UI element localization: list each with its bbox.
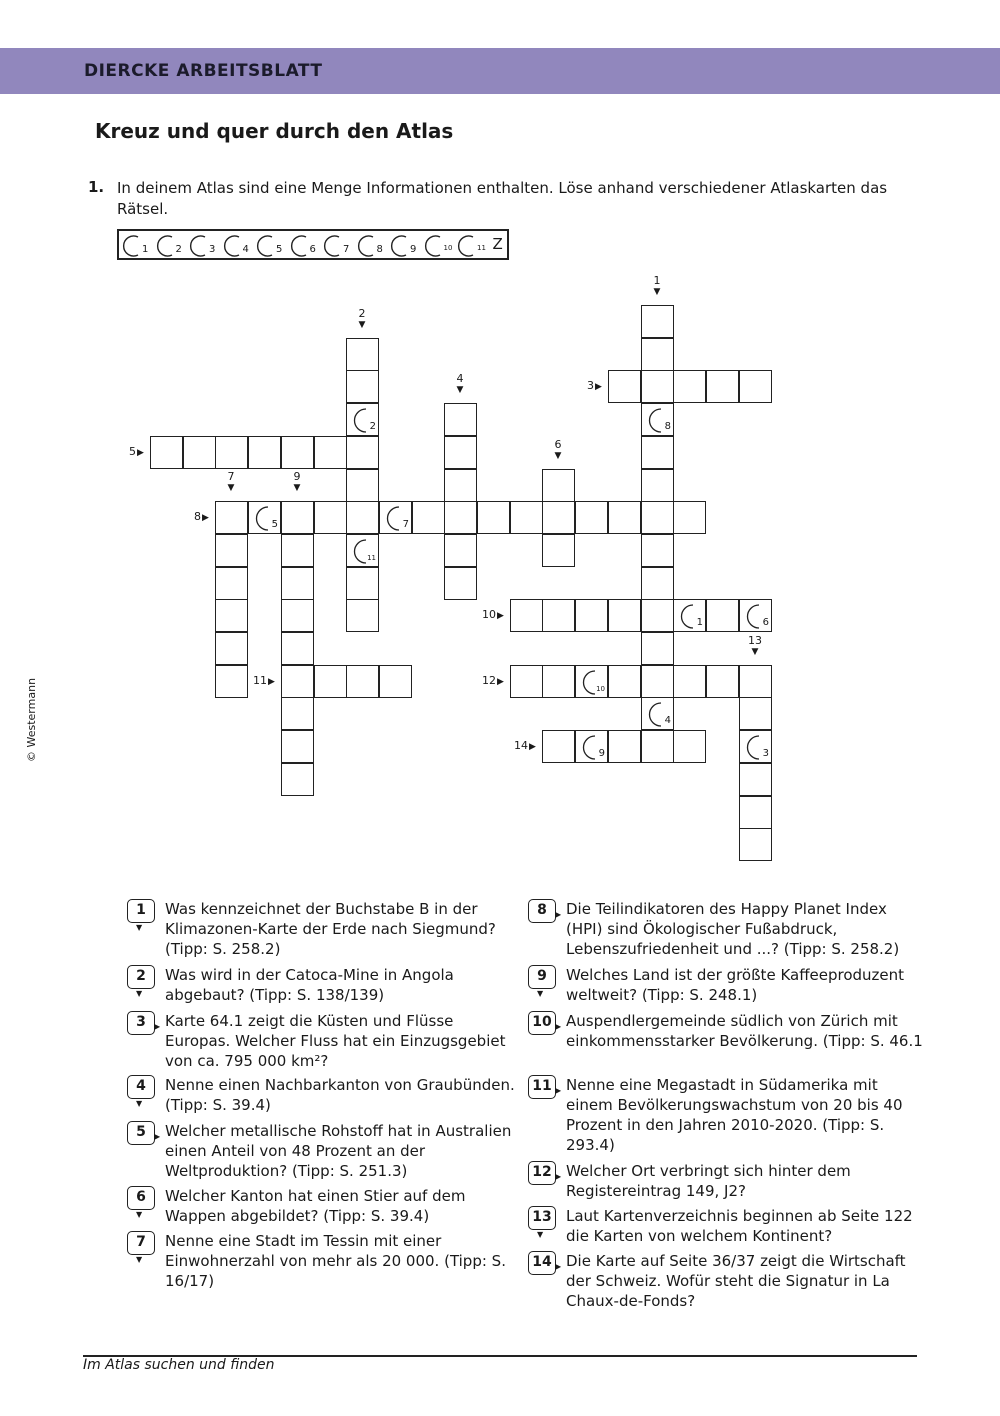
solution-cell[interactable]	[222, 233, 254, 259]
clue-text: Die Karte auf Seite 36/37 zeigt die Wirtschaft der Schweiz. Wofür steht die Signatur in La Chaux-de-Fonds?	[566, 1252, 906, 1310]
crossword-cell[interactable]	[608, 599, 641, 632]
row-clue-number: 3	[587, 379, 594, 392]
page-title: Kreuz und quer durch den Atlas	[95, 119, 454, 143]
column-clue-number: 9	[293, 470, 301, 483]
solution-cell[interactable]	[255, 233, 287, 259]
row-clue-number: 8	[194, 510, 201, 523]
arrow-down-icon: ▼	[456, 385, 464, 395]
cell-solution-number: 11	[367, 554, 376, 562]
crossword-cell[interactable]	[739, 697, 772, 730]
crossword-cell[interactable]	[281, 632, 314, 665]
crossword-cell[interactable]	[346, 469, 379, 502]
clue-text: Nenne einen Nachbarkanton von Graubünden. (Tipp: S. 39.4)	[165, 1076, 515, 1114]
clue-number-badge: 14	[528, 1251, 556, 1275]
task-number: 1.	[88, 178, 105, 196]
solution-cell-number: 1	[142, 244, 149, 255]
row-clue-marker	[194, 510, 209, 523]
crossword-cell[interactable]	[641, 436, 674, 469]
column-clue-marker	[354, 308, 370, 330]
arrow-down-icon: ▼	[554, 451, 562, 461]
arrow-down-icon: ▼	[227, 483, 235, 493]
crossword-cell[interactable]	[412, 501, 445, 534]
crossword-cell[interactable]	[608, 665, 641, 698]
crossword-cell[interactable]	[641, 501, 674, 534]
arrow-right-icon: ▶	[202, 513, 209, 523]
solution-cell-number: 11	[477, 244, 486, 252]
arrow-down-icon: ▼	[537, 989, 544, 998]
crossword-cell[interactable]	[641, 469, 674, 502]
cell-solution-number: 7	[402, 519, 409, 530]
solution-strip	[117, 229, 509, 260]
solution-cell-number: 10	[443, 244, 453, 252]
crossword-cell[interactable]	[542, 501, 575, 534]
arrow-down-icon: ▼	[537, 1230, 544, 1239]
row-clue-number: 10	[482, 608, 496, 621]
solution-cell[interactable]	[188, 233, 220, 259]
crossword-cell[interactable]	[739, 665, 772, 698]
crossword-cell[interactable]	[641, 697, 674, 730]
row-clue-marker	[514, 739, 536, 752]
crossword-cell[interactable]	[542, 730, 575, 763]
crossword-cell[interactable]	[346, 567, 379, 600]
column-clue-marker	[452, 373, 468, 395]
crossword-cell[interactable]	[542, 665, 575, 698]
solution-cell[interactable]	[456, 233, 488, 259]
crossword-cell[interactable]	[444, 534, 477, 567]
crossword-cell[interactable]	[346, 501, 379, 534]
crossword-cell[interactable]	[215, 567, 248, 600]
cell-solution-number: 4	[664, 715, 671, 726]
solution-cell-number: 5	[276, 244, 283, 255]
solution-cell[interactable]	[389, 233, 421, 259]
crossword-cell[interactable]	[281, 599, 314, 632]
solution-cell[interactable]	[356, 233, 388, 259]
crossword-cell[interactable]	[444, 469, 477, 502]
crossword-cell[interactable]	[641, 599, 674, 632]
solution-cell[interactable]	[322, 233, 354, 259]
arrow-right-icon: ▶	[555, 1172, 562, 1181]
clue-number-badge: 9	[528, 965, 556, 989]
solution-last-letter: Z	[492, 235, 503, 253]
clue-number-badge: 2	[127, 965, 155, 989]
crossword-cell[interactable]	[608, 370, 641, 403]
crossword-cell[interactable]	[739, 763, 772, 796]
cell-solution-number: 3	[762, 748, 769, 759]
arrow-right-icon: ▶	[555, 1022, 562, 1031]
column-clue-number: 2	[358, 307, 366, 320]
crossword-cell[interactable]	[215, 534, 248, 567]
clue-text: Was kennzeichnet der Buchstabe B in der Klimazonen-Karte der Erde nach Siegmund? (Tipp: S. 258.2)	[165, 900, 496, 958]
clue-text: Karte 64.1 zeigt die Küsten und Flüsse Europas. Welcher Fluss hat ein Einzugsgebiet von ca. 795 000 km²?	[165, 1012, 506, 1070]
arrow-right-icon: ▶	[154, 1132, 161, 1141]
crossword-cell[interactable]	[673, 501, 706, 534]
crossword-cell[interactable]	[706, 370, 739, 403]
crossword-cell[interactable]	[542, 469, 575, 502]
row-clue-number: 14	[514, 739, 528, 752]
arrow-down-icon: ▼	[136, 1255, 143, 1264]
clue-number-badge: 7	[127, 1231, 155, 1255]
arrow-right-icon: ▶	[555, 910, 562, 919]
crossword-cell[interactable]	[575, 501, 608, 534]
crossword-cell[interactable]	[248, 501, 281, 534]
crossword-cell[interactable]	[444, 567, 477, 600]
column-clue-marker	[649, 275, 665, 297]
arrow-down-icon: ▼	[358, 320, 366, 330]
cell-solution-number: 2	[369, 421, 376, 432]
crossword-cell[interactable]	[215, 501, 248, 534]
column-clue-number: 7	[227, 470, 235, 483]
crossword-cell[interactable]	[510, 599, 543, 632]
crossword-cell[interactable]	[477, 501, 510, 534]
crossword-cell[interactable]	[346, 403, 379, 436]
arrow-right-icon: ▶	[497, 611, 504, 621]
clue-text: Welcher metallische Rohstoff hat in Australien einen Anteil von 48 Prozent an der Weltproduktion? (Tipp: S. 251.3)	[165, 1122, 512, 1180]
crossword-cell[interactable]	[641, 305, 674, 338]
row-clue-number: 11	[253, 674, 267, 687]
copyright-note: © Westermann	[25, 677, 38, 762]
clue-number-badge: 6	[127, 1186, 155, 1210]
crossword-cell[interactable]	[673, 730, 706, 763]
arrow-down-icon: ▼	[136, 1099, 143, 1108]
crossword-cell[interactable]	[608, 501, 641, 534]
arrow-down-icon: ▼	[293, 483, 301, 493]
clue-number-badge: 13	[528, 1206, 556, 1230]
column-clue-marker	[550, 439, 566, 461]
cell-solution-number: 6	[762, 617, 769, 628]
arrow-right-icon: ▶	[555, 1262, 562, 1271]
crossword-cell[interactable]	[444, 403, 477, 436]
clue-number-badge: 11	[528, 1075, 556, 1099]
clue-number-badge: 12	[528, 1161, 556, 1185]
arrow-down-icon: ▼	[136, 1210, 143, 1219]
crossword-cell[interactable]	[739, 370, 772, 403]
crossword-cell[interactable]	[641, 665, 674, 698]
column-clue-number: 6	[554, 438, 562, 451]
crossword-cell[interactable]	[281, 763, 314, 796]
crossword-cell[interactable]	[575, 599, 608, 632]
column-clue-number: 13	[748, 634, 762, 647]
solution-cell[interactable]	[289, 233, 321, 259]
crossword-cell[interactable]	[281, 534, 314, 567]
crossword-cell[interactable]	[281, 665, 314, 698]
crossword-cell[interactable]	[641, 730, 674, 763]
cell-solution-number: 9	[598, 748, 605, 759]
solution-cell[interactable]	[155, 233, 187, 259]
clue-number-badge: 8	[528, 899, 556, 923]
clue-number-badge: 1	[127, 899, 155, 923]
crossword-cell[interactable]	[739, 599, 772, 632]
crossword-cell[interactable]	[575, 665, 608, 698]
column-clue-marker	[747, 635, 763, 657]
column-clue-marker	[223, 471, 239, 493]
clue-text: Nenne eine Megastadt in Südamerika mit einem Bevölkerungswachstum von 20 bis 40 Prozent in den Jahren 2010-2020. (Tipp: S. 293.4)	[566, 1076, 903, 1154]
crossword-cell[interactable]	[739, 796, 772, 829]
crossword-cell[interactable]	[281, 730, 314, 763]
clue-number-badge: 4	[127, 1075, 155, 1099]
crossword-cell[interactable]	[739, 730, 772, 763]
crossword-cell[interactable]	[314, 501, 347, 534]
solution-cell-number: 7	[343, 244, 350, 255]
crossword-cell[interactable]	[739, 828, 772, 861]
crossword-cell[interactable]	[215, 665, 248, 698]
header-title: DIERCKE ARBEITSBLATT	[84, 61, 323, 81]
clue-number-badge: 3	[127, 1011, 155, 1035]
crossword-cell[interactable]	[706, 599, 739, 632]
crossword-cell[interactable]	[248, 436, 281, 469]
cell-solution-number: 8	[664, 421, 671, 432]
clue-text: Die Teilindikatoren des Happy Planet Index (HPI) sind Ökologischer Fußabdruck, Lebenszufriedenheit und ...? (Tipp: S. 258.2)	[566, 900, 900, 958]
crossword-cell[interactable]	[346, 599, 379, 632]
solution-cell-number: 2	[175, 244, 182, 255]
solution-cell[interactable]	[121, 233, 153, 259]
cell-solution-number: 5	[271, 519, 278, 530]
crossword-cell[interactable]	[673, 665, 706, 698]
crossword-cell[interactable]	[542, 599, 575, 632]
arrow-right-icon: ▶	[555, 1086, 562, 1095]
crossword-cell[interactable]	[444, 501, 477, 534]
cell-solution-number: 10	[596, 685, 605, 693]
footer-text: Im Atlas suchen und finden	[83, 1357, 275, 1373]
crossword-cell[interactable]	[542, 534, 575, 567]
clue-number-badge: 10	[528, 1011, 556, 1035]
arrow-right-icon: ▶	[595, 382, 602, 392]
crossword-cell[interactable]	[444, 436, 477, 469]
crossword-cell[interactable]	[641, 567, 674, 600]
row-clue-number: 12	[482, 674, 496, 687]
clue-text: Laut Kartenverzeichnis beginnen ab Seite 122 die Karten von welchem Kontinent?	[566, 1207, 913, 1245]
solution-cell-number: 6	[309, 244, 316, 255]
arrow-right-icon: ▶	[529, 742, 536, 752]
row-clue-marker	[482, 608, 504, 621]
crossword-cell[interactable]	[608, 730, 641, 763]
arrow-down-icon: ▼	[751, 647, 759, 657]
column-clue-number: 1	[653, 274, 661, 287]
solution-cell-number: 9	[410, 244, 417, 255]
crossword-cell[interactable]	[379, 501, 412, 534]
crossword-cell[interactable]	[215, 632, 248, 665]
crossword-cell[interactable]	[346, 338, 379, 371]
clue-text: Auspendlergemeinde südlich von Zürich mit einkommensstarker Bevölkerung. (Tipp: S. 46.1	[566, 1012, 923, 1050]
crossword-cell[interactable]	[346, 534, 379, 567]
arrow-down-icon: ▼	[653, 287, 661, 297]
crossword-cell[interactable]	[314, 665, 347, 698]
arrow-down-icon: ▼	[136, 923, 143, 932]
solution-cell-number: 4	[242, 244, 249, 255]
row-clue-marker	[587, 379, 602, 392]
crossword-cell[interactable]	[641, 370, 674, 403]
crossword-cell[interactable]	[673, 370, 706, 403]
arrow-right-icon: ▶	[137, 448, 144, 458]
crossword-cell[interactable]	[706, 665, 739, 698]
clue-text: Welches Land ist der größte Kaffeeproduzent weltweit? (Tipp: S. 248.1)	[566, 966, 905, 1004]
column-clue-marker	[289, 471, 305, 493]
arrow-down-icon: ▼	[136, 989, 143, 998]
row-clue-marker	[253, 674, 275, 687]
crossword-cell[interactable]	[510, 665, 543, 698]
clue-text: Was wird in der Catoca-Mine in Angola abgebaut? (Tipp: S. 138/139)	[165, 966, 454, 1004]
crossword-cell[interactable]	[641, 534, 674, 567]
clue-text: Welcher Ort verbringt sich hinter dem Registereintrag 149, J2?	[566, 1162, 851, 1200]
crossword-cell[interactable]	[346, 370, 379, 403]
row-clue-number: 5	[129, 445, 136, 458]
cell-solution-number: 1	[696, 617, 703, 628]
crossword-cell[interactable]	[215, 436, 248, 469]
row-clue-marker	[129, 445, 144, 458]
solution-cell-number: 3	[209, 244, 216, 255]
clue-text: Nenne eine Stadt im Tessin mit einer Einwohnerzahl von mehr als 20 000. (Tipp: S. 16/17)	[165, 1232, 506, 1290]
arrow-right-icon: ▶	[154, 1022, 161, 1031]
crossword-cell[interactable]	[379, 665, 412, 698]
crossword-cell[interactable]	[150, 436, 183, 469]
task-text: In deinem Atlas sind eine Menge Informationen enthalten. Löse anhand verschiedener Atlaskarten das Rätsel.	[117, 179, 888, 218]
crossword-cell[interactable]	[641, 338, 674, 371]
crossword-cell[interactable]	[281, 501, 314, 534]
crossword-cell[interactable]	[281, 697, 314, 730]
solution-cell-number: 8	[376, 244, 383, 255]
clue-number-badge: 5	[127, 1121, 155, 1145]
crossword-cell[interactable]	[673, 599, 706, 632]
crossword-cell[interactable]	[281, 567, 314, 600]
crossword-cell[interactable]	[314, 436, 347, 469]
row-clue-marker	[482, 674, 504, 687]
solution-cell[interactable]	[423, 233, 455, 259]
column-clue-number: 4	[456, 372, 464, 385]
arrow-right-icon: ▶	[497, 677, 504, 687]
crossword-cell[interactable]	[575, 730, 608, 763]
crossword-cell[interactable]	[281, 436, 314, 469]
crossword-cell[interactable]	[641, 403, 674, 436]
crossword-cell[interactable]	[183, 436, 216, 469]
crossword-cell[interactable]	[641, 632, 674, 665]
arrow-right-icon: ▶	[268, 677, 275, 687]
crossword-cell[interactable]	[510, 501, 543, 534]
crossword-cell[interactable]	[215, 599, 248, 632]
clue-text: Welcher Kanton hat einen Stier auf dem Wappen abgebildet? (Tipp: S. 39.4)	[165, 1187, 466, 1225]
crossword-cell[interactable]	[346, 436, 379, 469]
crossword-cell[interactable]	[346, 665, 379, 698]
